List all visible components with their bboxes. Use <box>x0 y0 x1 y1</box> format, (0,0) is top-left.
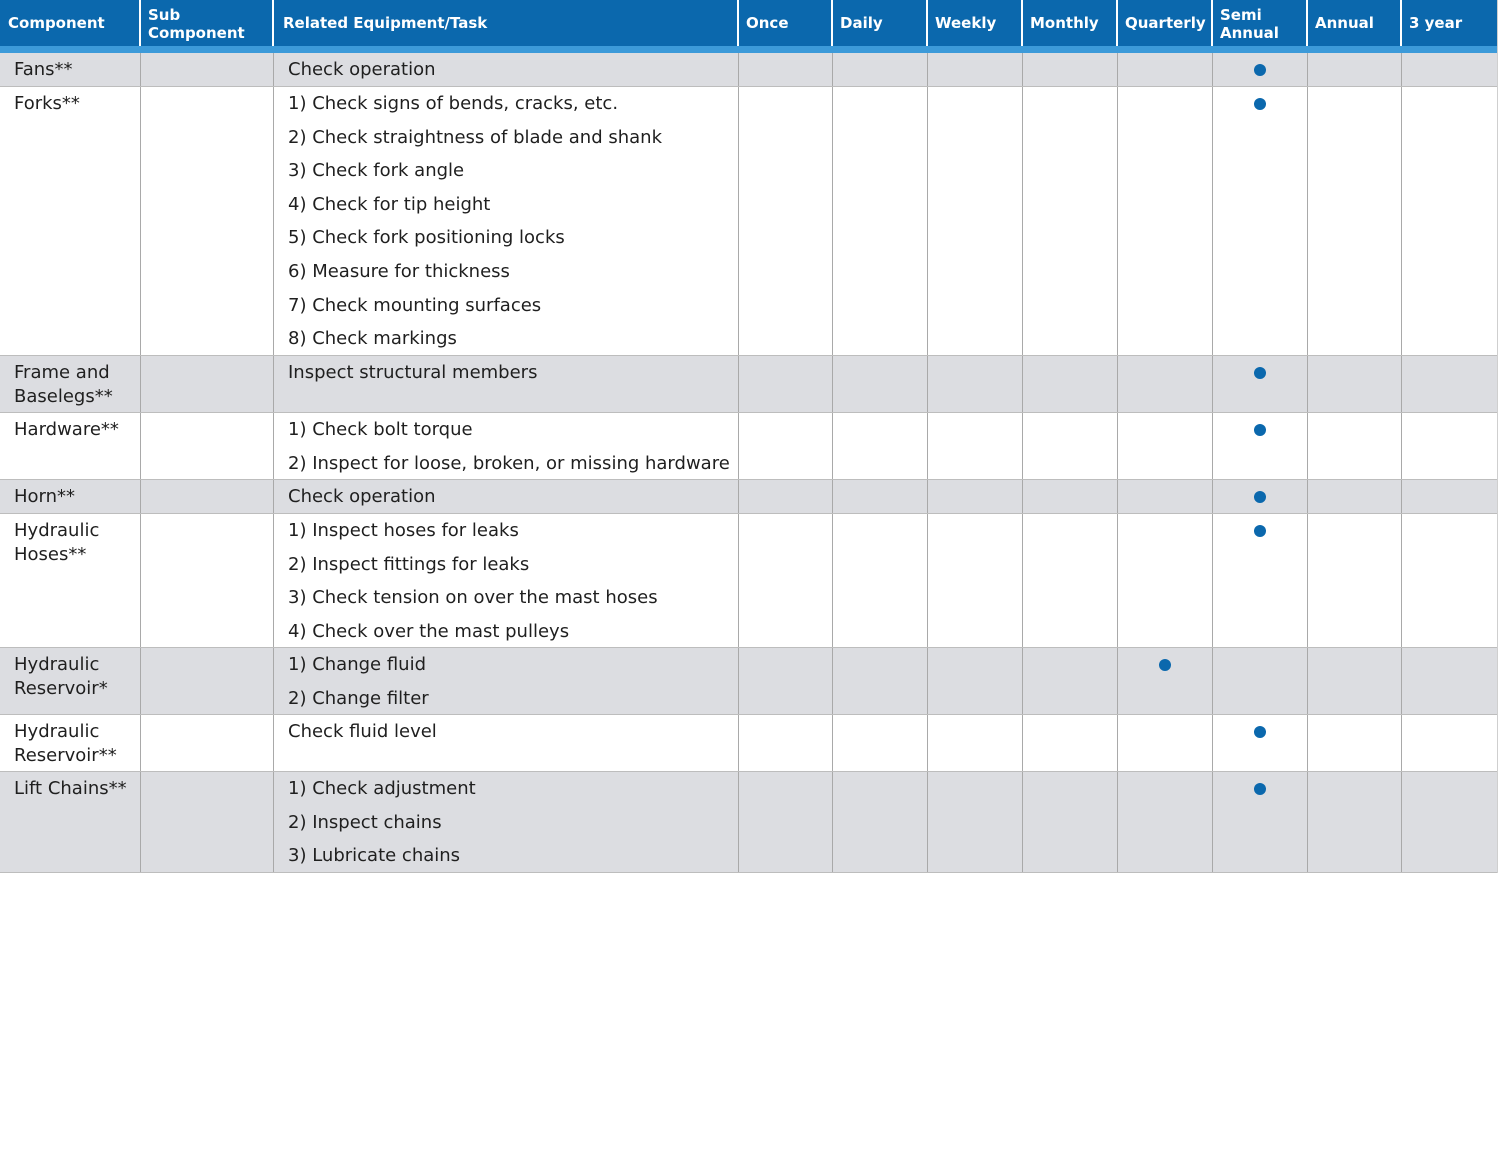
table-row <box>0 480 1497 514</box>
frequency-dot-semi-annual <box>1254 367 1266 379</box>
task-item: 2) Check straightness of blade and shank <box>288 126 662 148</box>
header-component: Component <box>8 14 105 32</box>
column-divider <box>832 413 833 479</box>
header-divider <box>1021 0 1023 46</box>
column-divider <box>140 480 141 513</box>
task-item: 1) Check signs of bends, cracks, etc. <box>288 93 619 114</box>
column-divider <box>273 53 274 86</box>
task-item: Check operation <box>288 486 436 507</box>
table-row <box>0 87 1497 356</box>
frequency-dot-quarterly <box>1159 659 1171 671</box>
task-item: 2) Inspect chains <box>288 811 442 833</box>
column-divider <box>1401 480 1402 513</box>
task-cell <box>288 653 728 720</box>
component-cell: Hardware** <box>14 419 119 440</box>
task-item: 8) Check markings <box>288 328 457 350</box>
table-row <box>0 413 1497 480</box>
column-divider <box>1117 715 1118 771</box>
column-divider <box>1022 772 1023 872</box>
column-divider <box>140 87 141 355</box>
column-divider <box>1022 715 1023 771</box>
column-divider <box>927 715 928 771</box>
column-divider <box>927 356 928 412</box>
frequency-dot-semi-annual <box>1254 491 1266 503</box>
column-divider <box>1022 53 1023 86</box>
task-item: 1) Change fluid <box>288 654 427 675</box>
header-semi-annual: Semi Annual <box>1220 6 1279 42</box>
column-divider <box>927 514 928 647</box>
column-divider <box>1212 53 1213 86</box>
column-divider <box>1401 772 1402 872</box>
column-divider <box>1117 413 1118 479</box>
column-divider <box>738 648 739 714</box>
column-divider <box>738 772 739 872</box>
column-divider <box>1307 715 1308 771</box>
table-row <box>0 53 1497 87</box>
column-divider <box>140 648 141 714</box>
header-three-year: 3 year <box>1409 14 1463 32</box>
column-divider <box>273 480 274 513</box>
column-divider <box>927 648 928 714</box>
header-divider <box>1116 0 1118 46</box>
column-divider <box>1401 87 1402 355</box>
column-divider <box>832 87 833 355</box>
column-divider <box>140 715 141 771</box>
table-body <box>0 53 1497 873</box>
header-divider <box>737 0 739 46</box>
column-divider <box>1212 514 1213 647</box>
column-divider <box>1212 480 1213 513</box>
column-divider <box>1117 648 1118 714</box>
task-cell <box>288 777 728 878</box>
component-cell: Hydraulic Reservoir* <box>14 654 108 699</box>
column-divider <box>832 772 833 872</box>
column-divider <box>1117 356 1118 412</box>
column-divider <box>738 413 739 479</box>
component-cell: Lift Chains** <box>14 778 127 799</box>
frequency-dot-semi-annual <box>1254 64 1266 76</box>
column-divider <box>140 356 141 412</box>
component-cell: Horn** <box>14 486 76 507</box>
component-cell: Hydraulic Hoses** <box>14 520 100 565</box>
header-related-task: Related Equipment/Task <box>283 14 488 32</box>
task-item: 2) Inspect fittings for leaks <box>288 553 530 575</box>
column-divider <box>273 514 274 647</box>
column-divider <box>738 715 739 771</box>
task-item: 1) Check bolt torque <box>288 419 473 440</box>
column-divider <box>1307 53 1308 86</box>
column-divider <box>738 480 739 513</box>
component-cell: Fans** <box>14 59 73 80</box>
column-divider <box>1307 514 1308 647</box>
column-divider <box>927 53 928 86</box>
column-divider <box>738 87 739 355</box>
task-cell <box>288 418 728 485</box>
header-annual: Annual <box>1315 14 1374 32</box>
column-divider <box>832 514 833 647</box>
column-divider <box>1401 356 1402 412</box>
column-divider <box>1022 87 1023 355</box>
header-quarterly: Quarterly <box>1125 14 1206 32</box>
column-divider <box>1022 413 1023 479</box>
header-divider <box>926 0 928 46</box>
column-divider <box>1307 87 1308 355</box>
header-divider <box>1211 0 1213 46</box>
header-divider <box>1306 0 1308 46</box>
column-divider <box>1212 413 1213 479</box>
column-divider <box>927 87 928 355</box>
header-divider <box>272 0 274 46</box>
frequency-dot-semi-annual <box>1254 525 1266 537</box>
column-divider <box>1401 715 1402 771</box>
column-divider <box>738 53 739 86</box>
task-item: Check operation <box>288 59 436 80</box>
column-divider <box>1117 772 1118 872</box>
header-sub-component: Sub Component <box>148 6 245 42</box>
table-row <box>0 648 1497 715</box>
column-divider <box>273 356 274 412</box>
header-monthly: Monthly <box>1030 14 1099 32</box>
column-divider <box>1212 648 1213 714</box>
task-item: 3) Check fork angle <box>288 160 465 182</box>
table-row <box>0 514 1497 648</box>
component-cell: Frame and Baselegs** <box>14 362 113 407</box>
header-divider <box>831 0 833 46</box>
column-divider <box>832 53 833 86</box>
column-divider <box>738 514 739 647</box>
column-divider <box>140 413 141 479</box>
column-divider <box>1022 514 1023 647</box>
column-divider <box>1307 356 1308 412</box>
task-item: 6) Measure for thickness <box>288 260 510 282</box>
header-weekly: Weekly <box>935 14 997 32</box>
column-divider <box>1307 480 1308 513</box>
column-divider <box>1401 53 1402 86</box>
column-divider <box>1022 480 1023 513</box>
task-item: 7) Check mounting surfaces <box>288 294 542 316</box>
task-cell <box>288 361 728 395</box>
task-cell <box>288 519 728 653</box>
table-row <box>0 356 1497 413</box>
table-header <box>0 0 1497 46</box>
column-divider <box>1307 413 1308 479</box>
column-divider <box>140 772 141 872</box>
task-cell <box>288 720 728 754</box>
column-divider <box>1117 514 1118 647</box>
header-accent-band <box>0 46 1497 53</box>
column-divider <box>927 413 928 479</box>
task-item: 1) Check adjustment <box>288 778 476 799</box>
column-divider <box>273 772 274 872</box>
column-divider <box>832 715 833 771</box>
column-divider <box>1401 514 1402 647</box>
header-divider <box>139 0 141 46</box>
column-divider <box>273 648 274 714</box>
task-item: 4) Check for tip height <box>288 193 491 215</box>
column-divider <box>273 715 274 771</box>
frequency-dot-semi-annual <box>1254 726 1266 738</box>
frequency-dot-semi-annual <box>1254 424 1266 436</box>
table-row <box>0 715 1497 772</box>
column-divider <box>273 87 274 355</box>
column-divider <box>832 356 833 412</box>
column-divider <box>1307 772 1308 872</box>
task-item: 3) Lubricate chains <box>288 845 461 867</box>
header-daily: Daily <box>840 14 883 32</box>
task-item: 1) Inspect hoses for leaks <box>288 520 519 541</box>
column-divider <box>1022 356 1023 412</box>
column-divider <box>1212 715 1213 771</box>
task-item: 2) Change filter <box>288 687 429 709</box>
task-item: 5) Check fork positioning locks <box>288 227 565 249</box>
column-divider <box>1117 480 1118 513</box>
task-item: Inspect structural members <box>288 362 538 383</box>
column-divider <box>140 53 141 86</box>
column-divider <box>1401 413 1402 479</box>
column-divider <box>1307 648 1308 714</box>
column-divider <box>738 356 739 412</box>
task-item: 2) Inspect for loose, broken, or missing hardware <box>288 452 730 474</box>
column-divider <box>1401 648 1402 714</box>
column-divider <box>1212 356 1213 412</box>
column-divider <box>832 480 833 513</box>
table-row <box>0 772 1497 873</box>
component-cell: Forks** <box>14 93 80 114</box>
header-divider <box>1400 0 1402 46</box>
column-divider <box>927 772 928 872</box>
task-item: 3) Check tension on over the mast hoses <box>288 587 658 609</box>
frequency-dot-semi-annual <box>1254 98 1266 110</box>
column-divider <box>832 648 833 714</box>
task-item: Check fluid level <box>288 721 437 742</box>
column-divider <box>1212 772 1213 872</box>
header-once: Once <box>746 14 789 32</box>
task-item: 4) Check over the mast pulleys <box>288 620 570 642</box>
column-divider <box>1117 87 1118 355</box>
column-divider <box>140 514 141 647</box>
column-divider <box>1022 648 1023 714</box>
column-divider <box>1117 53 1118 86</box>
column-divider <box>927 480 928 513</box>
component-cell: Hydraulic Reservoir** <box>14 721 117 766</box>
column-divider <box>273 413 274 479</box>
frequency-dot-semi-annual <box>1254 783 1266 795</box>
column-divider <box>1212 87 1213 355</box>
task-cell <box>288 92 728 361</box>
